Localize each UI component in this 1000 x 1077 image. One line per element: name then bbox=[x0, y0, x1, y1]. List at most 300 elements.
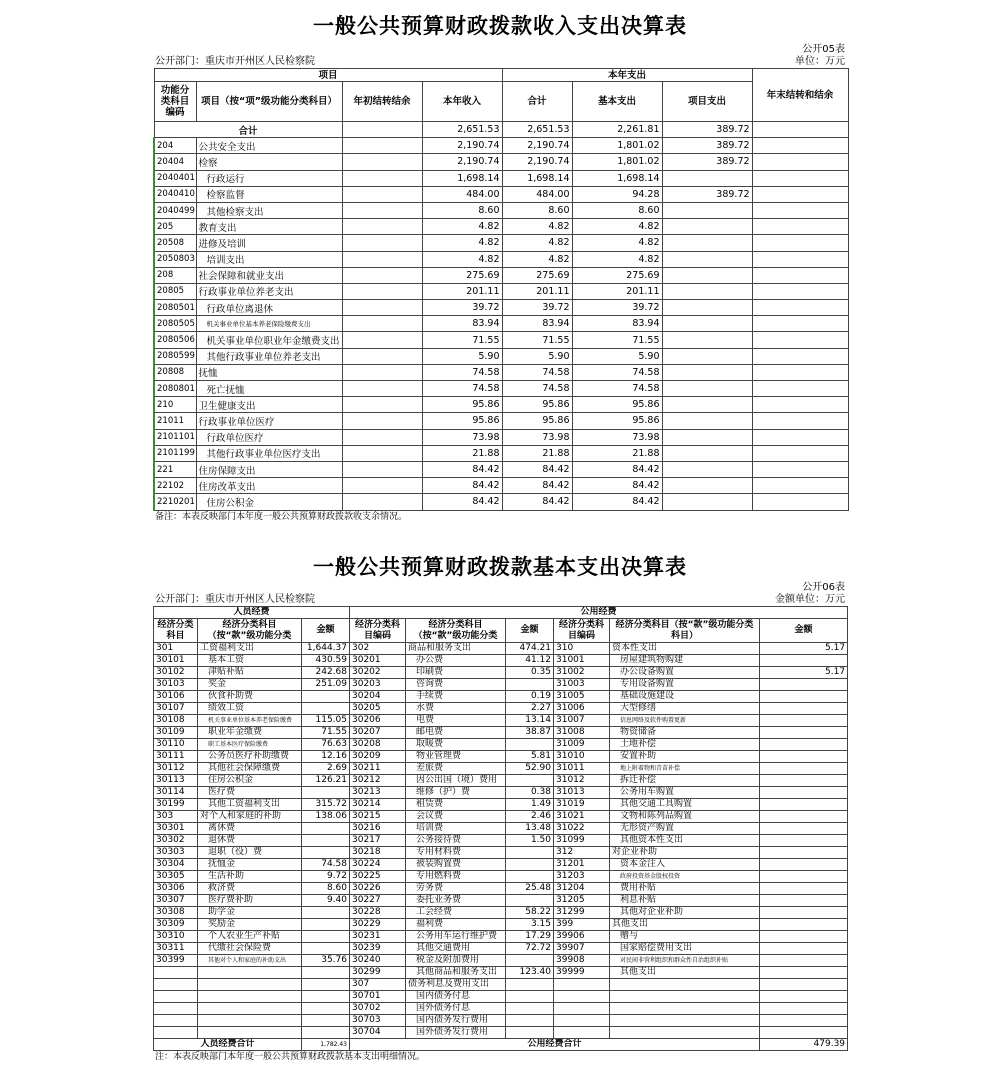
public-amount-cell bbox=[506, 1027, 554, 1039]
func-code-cell: 20508 bbox=[154, 235, 196, 251]
capital-name-cell: 安置补助 bbox=[610, 751, 760, 763]
public-code-cell: 30702 bbox=[350, 1003, 406, 1015]
public-code-cell: 30203 bbox=[350, 679, 406, 691]
item-name-cell: 公共安全支出 bbox=[196, 138, 342, 154]
personnel-code-cell: 30302 bbox=[154, 835, 198, 847]
table-06-sheet bbox=[153, 552, 847, 1074]
header-public: 公用经费 bbox=[350, 607, 848, 619]
public-name-cell: 国外债务付息 bbox=[406, 1003, 506, 1015]
header-code-2: 经济分类科目编码 bbox=[350, 619, 406, 643]
capital-amount-cell bbox=[760, 883, 848, 895]
table-row bbox=[154, 364, 848, 380]
func-code-cell: 20805 bbox=[154, 283, 196, 299]
table-row bbox=[154, 859, 848, 871]
project-cell bbox=[662, 202, 752, 218]
personnel-name-cell: 个人农业生产补贴 bbox=[198, 931, 302, 943]
capital-amount-cell bbox=[760, 895, 848, 907]
income-cell: 4.82 bbox=[422, 235, 502, 251]
basic-cell: 84.42 bbox=[572, 478, 662, 494]
capital-name-cell bbox=[610, 1015, 760, 1027]
table-row bbox=[154, 397, 848, 413]
personnel-code-cell: 30309 bbox=[154, 919, 198, 931]
table-05-note: 备注：本表反映部门本年度一般公共预算财政拨款收支余情况。 bbox=[155, 511, 408, 522]
public-amount-cell: 13.48 bbox=[506, 823, 554, 835]
personnel-name-cell: 奖金 bbox=[198, 679, 302, 691]
personnel-name-cell: 住房公积金 bbox=[198, 775, 302, 787]
income-cell: 2,190.74 bbox=[422, 138, 502, 154]
public-code-cell: 30212 bbox=[350, 775, 406, 787]
personnel-code-cell: 30107 bbox=[154, 703, 198, 715]
table-row bbox=[154, 316, 848, 332]
capital-code-cell bbox=[554, 991, 610, 1003]
public-total-label: 公用经费合计 bbox=[350, 1039, 760, 1051]
public-name-cell: 物业管理费 bbox=[406, 751, 506, 763]
table-row bbox=[154, 283, 848, 299]
begin-balance-cell bbox=[342, 381, 422, 397]
public-name-cell: 国内债务付息 bbox=[406, 991, 506, 1003]
personnel-name-cell: 代缴社会保险费 bbox=[198, 943, 302, 955]
personnel-code-cell bbox=[154, 1027, 198, 1039]
total-cell: 95.86 bbox=[502, 397, 572, 413]
public-amount-cell: 2.27 bbox=[506, 703, 554, 715]
personnel-total-value: 1,782.43 bbox=[302, 1039, 350, 1051]
total-cell: 73.98 bbox=[502, 429, 572, 445]
public-code-cell: 302 bbox=[350, 643, 406, 655]
public-amount-cell bbox=[506, 895, 554, 907]
item-name-cell: 教育支出 bbox=[196, 219, 342, 235]
item-name-cell: 行政单位离退休 bbox=[196, 300, 342, 316]
personnel-name-cell: 抚恤金 bbox=[198, 859, 302, 871]
table-row bbox=[154, 1003, 848, 1015]
header-name-3: 经济分类科目（按“款”级功能分类科目） bbox=[610, 619, 760, 643]
total-cell: 484.00 bbox=[502, 186, 572, 202]
personnel-name-cell: 对个人和家庭的补助 bbox=[198, 811, 302, 823]
total-cell: 201.11 bbox=[502, 283, 572, 299]
table-row bbox=[154, 478, 848, 494]
header-end-balance: 年末结转和结余 bbox=[752, 69, 848, 122]
capital-amount-cell bbox=[760, 1015, 848, 1027]
capital-amount-cell bbox=[760, 943, 848, 955]
item-name-cell: 行政事业单位养老支出 bbox=[196, 283, 342, 299]
table-row bbox=[154, 138, 848, 154]
capital-amount-cell bbox=[760, 739, 848, 751]
header-basic: 基本支出 bbox=[572, 82, 662, 122]
capital-code-cell: 310 bbox=[554, 643, 610, 655]
header-code-3: 经济分类科目编码 bbox=[554, 619, 610, 643]
project-cell bbox=[662, 429, 752, 445]
project-cell bbox=[662, 235, 752, 251]
table-row bbox=[154, 300, 848, 316]
begin-balance-cell bbox=[342, 316, 422, 332]
end-balance-cell bbox=[752, 267, 848, 283]
table-06-code-row bbox=[153, 582, 847, 594]
table-06-title: 一般公共预算财政拨款基本支出决算表 bbox=[313, 554, 687, 579]
item-name-cell: 抚恤 bbox=[196, 364, 342, 380]
capital-amount-cell bbox=[760, 811, 848, 823]
public-amount-cell: 0.38 bbox=[506, 787, 554, 799]
end-balance-cell bbox=[752, 494, 848, 510]
begin-balance-cell bbox=[342, 170, 422, 186]
begin-balance-cell bbox=[342, 235, 422, 251]
income-cell: 8.60 bbox=[422, 202, 502, 218]
capital-amount-cell bbox=[760, 823, 848, 835]
table-row bbox=[154, 955, 848, 967]
public-name-cell: 国内债务发行费用 bbox=[406, 1015, 506, 1027]
begin-balance-cell bbox=[342, 219, 422, 235]
public-code-cell: 30224 bbox=[350, 859, 406, 871]
item-name-cell: 进修及培训 bbox=[196, 235, 342, 251]
personnel-code-cell: 30111 bbox=[154, 751, 198, 763]
public-amount-cell: 2.46 bbox=[506, 811, 554, 823]
personnel-code-cell bbox=[154, 1015, 198, 1027]
personnel-name-cell: 基本工资 bbox=[198, 655, 302, 667]
end-balance-cell bbox=[752, 170, 848, 186]
table-row bbox=[154, 775, 848, 787]
income-cell: 21.88 bbox=[422, 445, 502, 461]
personnel-code-cell: 30101 bbox=[154, 655, 198, 667]
public-code-cell: 30209 bbox=[350, 751, 406, 763]
table-row bbox=[154, 154, 848, 170]
total-income: 2,651.53 bbox=[422, 122, 502, 138]
total-cell: 39.72 bbox=[502, 300, 572, 316]
func-code-cell: 2040499 bbox=[154, 202, 196, 218]
public-amount-cell: 5.81 bbox=[506, 751, 554, 763]
public-amount-cell: 1.50 bbox=[506, 835, 554, 847]
personnel-amount-cell: 251.09 bbox=[302, 679, 350, 691]
public-amount-cell: 3.15 bbox=[506, 919, 554, 931]
table-row bbox=[154, 348, 848, 364]
income-cell: 201.11 bbox=[422, 283, 502, 299]
public-code-cell: 30211 bbox=[350, 763, 406, 775]
public-name-cell: 会议费 bbox=[406, 811, 506, 823]
project-cell bbox=[662, 170, 752, 186]
public-name-cell: 因公出国（境）费用 bbox=[406, 775, 506, 787]
table-row bbox=[154, 202, 848, 218]
begin-balance-cell bbox=[342, 154, 422, 170]
personnel-amount-cell bbox=[302, 1015, 350, 1027]
public-amount-cell: 58.22 bbox=[506, 907, 554, 919]
public-name-cell: 委托业务费 bbox=[406, 895, 506, 907]
end-balance-cell bbox=[752, 381, 848, 397]
public-code-cell: 30205 bbox=[350, 703, 406, 715]
item-name-cell: 机关事业单位基本养老保险缴费支出 bbox=[196, 316, 342, 332]
personnel-amount-cell bbox=[302, 979, 350, 991]
total-total: 2,651.53 bbox=[502, 122, 572, 138]
public-name-cell: 公务接待费 bbox=[406, 835, 506, 847]
capital-name-cell: 赠与 bbox=[610, 931, 760, 943]
capital-code-cell: 31021 bbox=[554, 811, 610, 823]
capital-name-cell bbox=[610, 1003, 760, 1015]
personnel-amount-cell bbox=[302, 1027, 350, 1039]
item-name-cell: 死亡抚恤 bbox=[196, 381, 342, 397]
public-code-cell: 30213 bbox=[350, 787, 406, 799]
begin-balance-cell bbox=[342, 300, 422, 316]
capital-amount-cell bbox=[760, 703, 848, 715]
table-row bbox=[154, 655, 848, 667]
begin-balance-cell bbox=[342, 413, 422, 429]
personnel-amount-cell: 2.69 bbox=[302, 763, 350, 775]
personnel-code-cell: 30308 bbox=[154, 907, 198, 919]
capital-code-cell: 39908 bbox=[554, 955, 610, 967]
header-begin-balance: 年初结转结余 bbox=[342, 82, 422, 122]
personnel-code-cell: 30399 bbox=[154, 955, 198, 967]
public-code-cell: 30225 bbox=[350, 871, 406, 883]
public-code-cell: 30218 bbox=[350, 847, 406, 859]
header-name-2: 经济分类科目（按“款”级功能分类 bbox=[406, 619, 506, 643]
table-row bbox=[154, 186, 848, 202]
item-name-cell: 行政运行 bbox=[196, 170, 342, 186]
public-code-cell: 30201 bbox=[350, 655, 406, 667]
public-code-cell: 30215 bbox=[350, 811, 406, 823]
personnel-name-cell: 助学金 bbox=[198, 907, 302, 919]
total-cell: 4.82 bbox=[502, 251, 572, 267]
personnel-code-cell: 30108 bbox=[154, 715, 198, 727]
personnel-amount-cell: 35.76 bbox=[302, 955, 350, 967]
public-amount-cell bbox=[506, 1003, 554, 1015]
capital-name-cell: 政府投资基金股权投资 bbox=[610, 871, 760, 883]
table-row bbox=[154, 751, 848, 763]
total-label: 合计 bbox=[154, 122, 342, 138]
personnel-amount-cell bbox=[302, 967, 350, 979]
basic-cell: 275.69 bbox=[572, 267, 662, 283]
capital-amount-cell: 5.17 bbox=[760, 643, 848, 655]
public-amount-cell bbox=[506, 979, 554, 991]
total-basic: 2,261.81 bbox=[572, 122, 662, 138]
basic-cell: 5.90 bbox=[572, 348, 662, 364]
public-amount-cell bbox=[506, 739, 554, 751]
total-cell: 83.94 bbox=[502, 316, 572, 332]
personnel-amount-cell bbox=[302, 1003, 350, 1015]
personnel-name-cell bbox=[198, 1003, 302, 1015]
public-amount-cell: 25.48 bbox=[506, 883, 554, 895]
begin-balance-cell bbox=[342, 494, 422, 510]
personnel-name-cell: 伙食补助费 bbox=[198, 691, 302, 703]
table-row bbox=[154, 679, 848, 691]
capital-name-cell: 其他对企业补助 bbox=[610, 907, 760, 919]
item-name-cell: 检察监督 bbox=[196, 186, 342, 202]
capital-name-cell: 大型修缮 bbox=[610, 703, 760, 715]
total-cell: 74.58 bbox=[502, 381, 572, 397]
personnel-code-cell: 30102 bbox=[154, 667, 198, 679]
capital-name-cell: 对企业补助 bbox=[610, 847, 760, 859]
capital-amount-cell bbox=[760, 1027, 848, 1039]
begin-balance-cell bbox=[342, 364, 422, 380]
public-name-cell: 手续费 bbox=[406, 691, 506, 703]
table-row bbox=[154, 835, 848, 847]
personnel-name-cell bbox=[198, 991, 302, 1003]
personnel-amount-cell: 74.58 bbox=[302, 859, 350, 871]
capital-name-cell: 其他支出 bbox=[610, 919, 760, 931]
func-code-cell: 2101101 bbox=[154, 429, 196, 445]
personnel-amount-cell bbox=[302, 907, 350, 919]
personnel-amount-cell: 138.06 bbox=[302, 811, 350, 823]
project-cell: 389.72 bbox=[662, 154, 752, 170]
func-code-cell: 20808 bbox=[154, 364, 196, 380]
table-row bbox=[154, 170, 848, 186]
table-row bbox=[154, 267, 848, 283]
public-amount-cell bbox=[506, 775, 554, 787]
end-balance-cell bbox=[752, 397, 848, 413]
table-row bbox=[154, 811, 848, 823]
capital-code-cell: 39907 bbox=[554, 943, 610, 955]
public-name-cell: 维修（护）费 bbox=[406, 787, 506, 799]
public-name-cell: 培训费 bbox=[406, 823, 506, 835]
public-code-cell: 30701 bbox=[350, 991, 406, 1003]
table-row bbox=[154, 931, 848, 943]
personnel-name-cell: 救济费 bbox=[198, 883, 302, 895]
capital-amount-cell bbox=[760, 727, 848, 739]
public-code-cell: 30214 bbox=[350, 799, 406, 811]
capital-code-cell bbox=[554, 1027, 610, 1039]
begin-balance-cell bbox=[342, 348, 422, 364]
project-cell bbox=[662, 494, 752, 510]
personnel-name-cell bbox=[198, 1027, 302, 1039]
item-name-cell: 住房公积金 bbox=[196, 494, 342, 510]
personnel-name-cell: 职工基本医疗保险缴费 bbox=[198, 739, 302, 751]
capital-name-cell: 利息补贴 bbox=[610, 895, 760, 907]
table-row bbox=[154, 494, 848, 510]
income-cell: 84.42 bbox=[422, 478, 502, 494]
capital-name-cell: 专用设备购置 bbox=[610, 679, 760, 691]
personnel-amount-cell bbox=[302, 991, 350, 1003]
project-cell bbox=[662, 461, 752, 477]
capital-code-cell: 31205 bbox=[554, 895, 610, 907]
func-code-cell: 2101199 bbox=[154, 445, 196, 461]
header-amount-1: 金额 bbox=[302, 619, 350, 643]
capital-code-cell bbox=[554, 979, 610, 991]
table-row bbox=[154, 763, 848, 775]
header-personnel: 人员经费 bbox=[154, 607, 350, 619]
personnel-amount-cell: 315.72 bbox=[302, 799, 350, 811]
personnel-amount-cell: 12.16 bbox=[302, 751, 350, 763]
income-cell: 71.55 bbox=[422, 332, 502, 348]
table-row bbox=[154, 991, 848, 1003]
personnel-code-cell: 30306 bbox=[154, 883, 198, 895]
capital-name-cell: 土地补偿 bbox=[610, 739, 760, 751]
begin-balance-cell bbox=[342, 461, 422, 477]
income-cell: 84.42 bbox=[422, 461, 502, 477]
end-balance-cell bbox=[752, 348, 848, 364]
table-05-meta-row bbox=[153, 56, 847, 68]
public-code-cell: 30239 bbox=[350, 943, 406, 955]
end-balance-cell bbox=[752, 445, 848, 461]
personnel-name-cell: 医疗费 bbox=[198, 787, 302, 799]
personnel-name-cell: 津贴补贴 bbox=[198, 667, 302, 679]
end-balance-cell bbox=[752, 316, 848, 332]
basic-cell: 73.98 bbox=[572, 429, 662, 445]
personnel-name-cell: 退职（役）费 bbox=[198, 847, 302, 859]
personnel-amount-cell bbox=[302, 943, 350, 955]
public-amount-cell: 0.35 bbox=[506, 667, 554, 679]
item-name-cell: 社会保障和就业支出 bbox=[196, 267, 342, 283]
personnel-code-cell: 30305 bbox=[154, 871, 198, 883]
capital-amount-cell bbox=[760, 871, 848, 883]
total-cell: 84.42 bbox=[502, 478, 572, 494]
capital-name-cell: 资本金注入 bbox=[610, 859, 760, 871]
capital-amount-cell bbox=[760, 679, 848, 691]
basic-cell: 1,698.14 bbox=[572, 170, 662, 186]
begin-balance-cell bbox=[342, 251, 422, 267]
table-row bbox=[154, 1015, 848, 1027]
personnel-amount-cell bbox=[302, 691, 350, 703]
public-name-cell: 邮电费 bbox=[406, 727, 506, 739]
personnel-code-cell: 30310 bbox=[154, 931, 198, 943]
capital-amount-cell bbox=[760, 979, 848, 991]
personnel-name-cell: 其他对个人和家庭的补助支出 bbox=[198, 955, 302, 967]
capital-code-cell: 31011 bbox=[554, 763, 610, 775]
capital-code-cell: 31299 bbox=[554, 907, 610, 919]
personnel-code-cell: 303 bbox=[154, 811, 198, 823]
personnel-amount-cell: 126.21 bbox=[302, 775, 350, 787]
personnel-name-cell: 其他社会保障缴费 bbox=[198, 763, 302, 775]
public-name-cell: 国外债务发行费用 bbox=[406, 1027, 506, 1039]
basic-cell: 1,801.02 bbox=[572, 154, 662, 170]
public-code-cell: 30226 bbox=[350, 883, 406, 895]
project-cell bbox=[662, 332, 752, 348]
end-balance-cell bbox=[752, 186, 848, 202]
public-amount-cell bbox=[506, 871, 554, 883]
capital-code-cell: 31001 bbox=[554, 655, 610, 667]
personnel-code-cell: 30103 bbox=[154, 679, 198, 691]
func-code-cell: 2080505 bbox=[154, 316, 196, 332]
header-name-1: 经济分类科目（按“款”级功能分类 bbox=[198, 619, 302, 643]
capital-name-cell: 其他交通工具购置 bbox=[610, 799, 760, 811]
table-row bbox=[154, 445, 848, 461]
public-code-cell: 30217 bbox=[350, 835, 406, 847]
header-item-name: 项目（按“项”级功能分类科目） bbox=[196, 82, 342, 122]
table-row bbox=[154, 715, 848, 727]
public-code-cell: 30228 bbox=[350, 907, 406, 919]
basic-cell: 201.11 bbox=[572, 283, 662, 299]
personnel-name-cell: 公务员医疗补助缴费 bbox=[198, 751, 302, 763]
total-cell: 84.42 bbox=[502, 494, 572, 510]
personnel-amount-cell bbox=[302, 919, 350, 931]
end-balance-cell bbox=[752, 283, 848, 299]
income-cell: 74.58 bbox=[422, 364, 502, 380]
item-name-cell: 行政单位医疗 bbox=[196, 429, 342, 445]
item-name-cell: 行政事业单位医疗 bbox=[196, 413, 342, 429]
personnel-name-cell bbox=[198, 979, 302, 991]
total-cell: 1,698.14 bbox=[502, 170, 572, 186]
capital-name-cell bbox=[610, 991, 760, 1003]
personnel-code-cell: 30304 bbox=[154, 859, 198, 871]
total-cell: 21.88 bbox=[502, 445, 572, 461]
public-code-cell: 30202 bbox=[350, 667, 406, 679]
personnel-amount-cell bbox=[302, 787, 350, 799]
personnel-name-cell: 生活补助 bbox=[198, 871, 302, 883]
public-code-cell: 307 bbox=[350, 979, 406, 991]
table-05 bbox=[153, 68, 849, 511]
public-code-cell: 30204 bbox=[350, 691, 406, 703]
capital-amount-cell bbox=[760, 847, 848, 859]
capital-name-cell: 办公设备购置 bbox=[610, 667, 760, 679]
personnel-code-cell bbox=[154, 979, 198, 991]
income-cell: 5.90 bbox=[422, 348, 502, 364]
capital-amount-cell bbox=[760, 655, 848, 667]
header-func-code: 功能分类科目编码 bbox=[154, 82, 196, 122]
basic-cell: 95.86 bbox=[572, 397, 662, 413]
personnel-amount-cell: 242.68 bbox=[302, 667, 350, 679]
capital-amount-cell bbox=[760, 775, 848, 787]
table-row bbox=[154, 823, 848, 835]
table-row bbox=[154, 429, 848, 445]
project-cell: 389.72 bbox=[662, 186, 752, 202]
func-code-cell: 2080501 bbox=[154, 300, 196, 316]
personnel-name-cell: 其他工资福利支出 bbox=[198, 799, 302, 811]
personnel-code-cell: 30301 bbox=[154, 823, 198, 835]
end-balance-cell bbox=[752, 413, 848, 429]
end-balance-cell bbox=[752, 478, 848, 494]
